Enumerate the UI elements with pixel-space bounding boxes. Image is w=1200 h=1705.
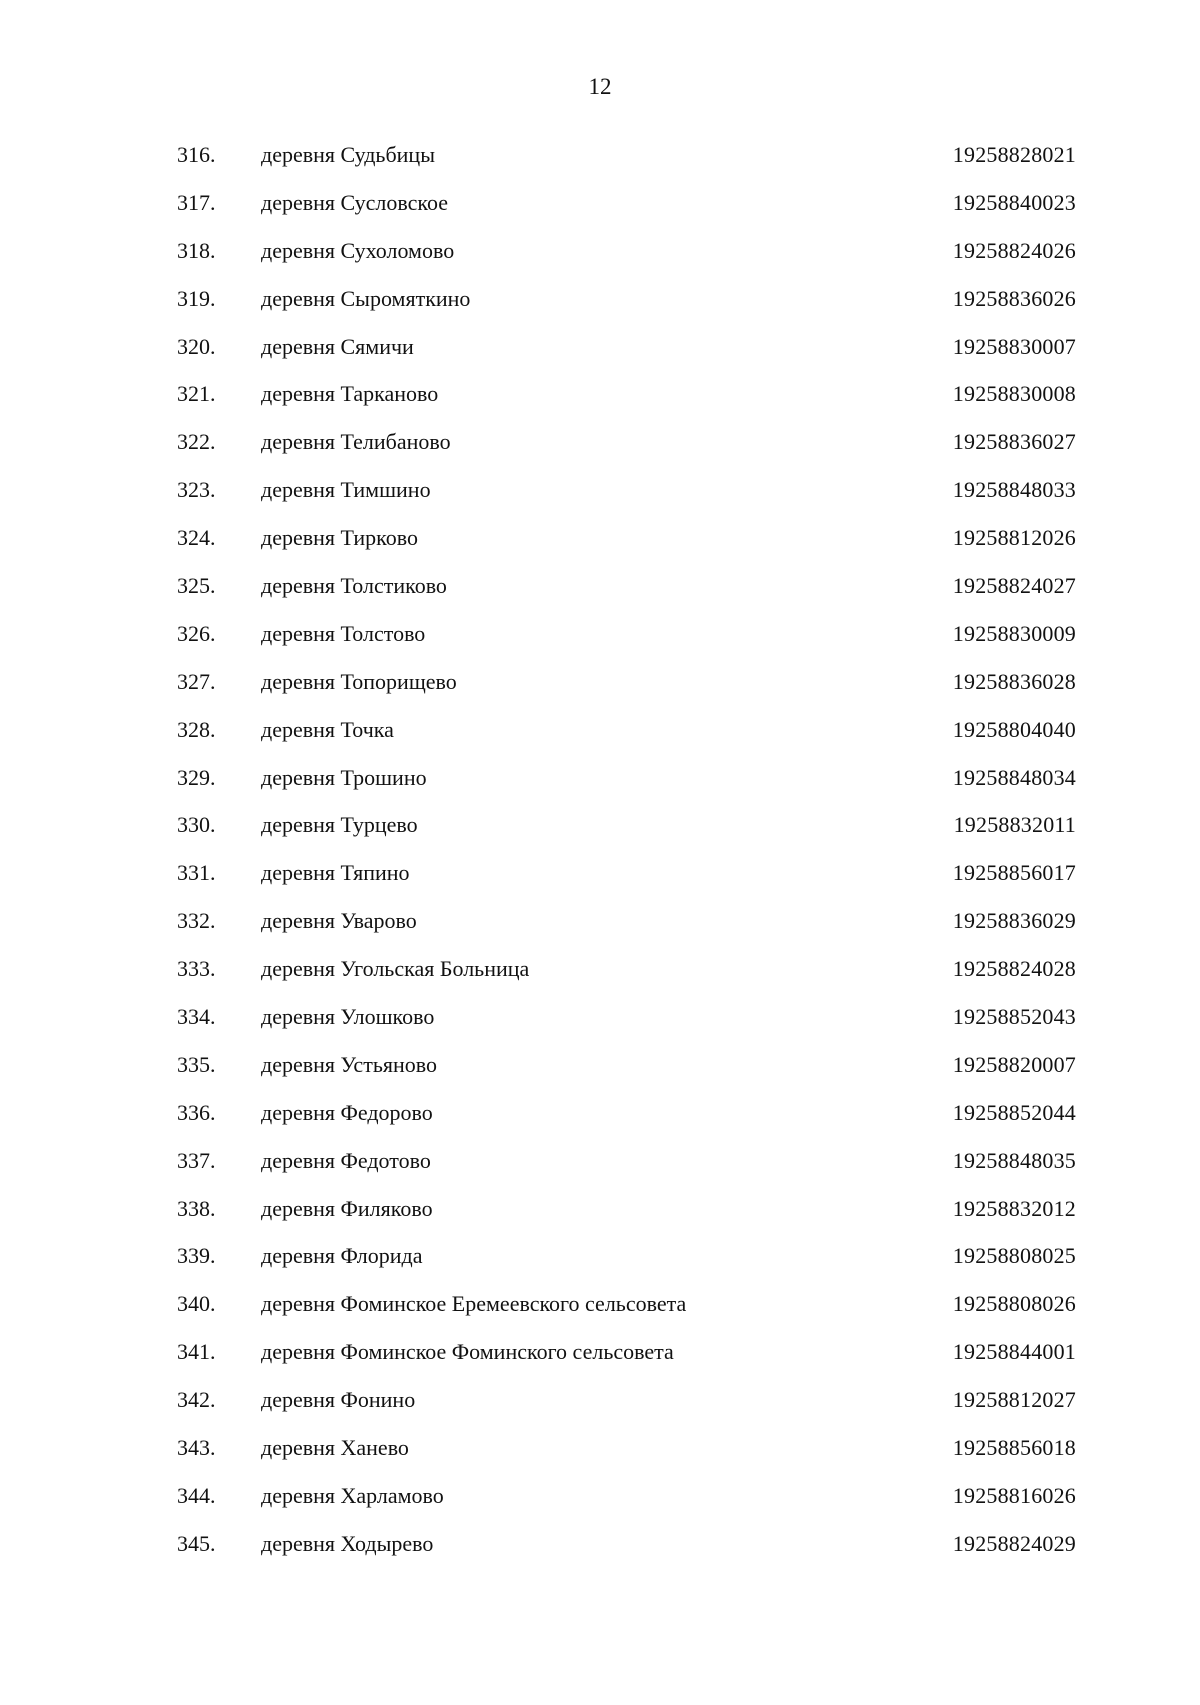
list-item <box>0 1337 1200 1385</box>
list-item <box>0 1529 1200 1577</box>
row-number: 329. <box>177 764 216 790</box>
settlement-code: 19258856017 <box>952 860 1076 886</box>
row-number: 339. <box>177 1243 216 1269</box>
list-item <box>0 523 1200 571</box>
settlement-code: 19258852044 <box>952 1099 1076 1125</box>
settlement-name: деревня Фонино <box>261 1387 416 1413</box>
settlement-name: деревня Точка <box>261 716 394 742</box>
settlement-code: 19258836026 <box>952 285 1076 311</box>
row-number: 321. <box>177 381 216 407</box>
list-item <box>0 1241 1200 1289</box>
list-item <box>0 1481 1200 1529</box>
settlement-code: 19258856018 <box>952 1435 1076 1461</box>
list-item <box>0 475 1200 523</box>
list-item <box>0 715 1200 763</box>
list-item <box>0 571 1200 619</box>
settlement-name: деревня Угольская Больница <box>261 956 530 982</box>
row-number: 341. <box>177 1339 216 1365</box>
settlement-code: 19258836028 <box>952 668 1076 694</box>
row-number: 316. <box>177 142 216 167</box>
settlement-name: деревня Устьяново <box>261 1051 437 1077</box>
settlement-code: 19258808025 <box>952 1243 1076 1269</box>
settlement-code: 19258820007 <box>952 1051 1076 1077</box>
settlement-name: деревня Ханево <box>261 1435 409 1461</box>
list-item <box>0 379 1200 427</box>
settlement-name: деревня Федорово <box>261 1099 433 1125</box>
row-number: 344. <box>177 1482 216 1508</box>
settlement-name: деревня Турцево <box>261 812 418 838</box>
settlement-code: 19258848033 <box>952 477 1076 503</box>
list-item <box>0 810 1200 858</box>
row-number: 323. <box>177 477 216 503</box>
row-number: 317. <box>177 189 216 215</box>
settlement-name: деревня Толстово <box>261 620 426 646</box>
settlement-name: деревня Тяпино <box>261 860 410 886</box>
list-item <box>0 954 1200 1002</box>
list-item <box>0 332 1200 380</box>
row-number: 322. <box>177 429 216 455</box>
row-number: 326. <box>177 620 216 646</box>
page-number: 12 <box>588 74 612 99</box>
row-number: 345. <box>177 1530 216 1556</box>
list-item <box>0 140 1200 188</box>
settlement-code: 19258812026 <box>952 525 1076 551</box>
settlement-name: деревня Ходырево <box>261 1530 434 1556</box>
row-number: 319. <box>177 285 216 311</box>
row-number: 338. <box>177 1195 216 1221</box>
settlement-code: 19258824027 <box>952 573 1076 599</box>
settlement-code: 19258848035 <box>952 1147 1076 1173</box>
settlement-code: 19258844001 <box>952 1339 1076 1365</box>
row-number: 330. <box>177 812 216 838</box>
list-item <box>0 1289 1200 1337</box>
list-item <box>0 1194 1200 1242</box>
list-item <box>0 858 1200 906</box>
settlement-name: деревня Телибаново <box>261 429 451 455</box>
settlement-code: 19258852043 <box>952 1004 1076 1030</box>
settlement-code: 19258832012 <box>952 1195 1076 1221</box>
settlement-code: 19258830009 <box>952 620 1076 646</box>
settlement-name: деревня Толстиково <box>261 573 447 599</box>
settlement-code: 19258824028 <box>952 956 1076 982</box>
row-number: 325. <box>177 573 216 599</box>
row-number: 342. <box>177 1387 216 1413</box>
row-number: 336. <box>177 1099 216 1125</box>
list-item <box>0 236 1200 284</box>
row-number: 337. <box>177 1147 216 1173</box>
settlement-code: 19258816026 <box>952 1482 1076 1508</box>
settlement-name: деревня Сусловское <box>261 189 448 215</box>
settlement-name: деревня Флорида <box>261 1243 423 1269</box>
list-item <box>0 763 1200 811</box>
settlement-code: 19258830007 <box>952 333 1076 359</box>
row-number: 318. <box>177 237 216 263</box>
settlement-code: 19258830008 <box>952 381 1076 407</box>
settlement-code: 19258808026 <box>952 1291 1076 1317</box>
settlement-code: 19258848034 <box>952 764 1076 790</box>
list-item <box>0 1146 1200 1194</box>
row-number: 320. <box>177 333 216 359</box>
list-item <box>0 284 1200 332</box>
settlement-code: 19258824029 <box>952 1530 1076 1556</box>
row-number: 334. <box>177 1004 216 1030</box>
settlement-list <box>0 140 1200 1577</box>
settlement-code: 19258804040 <box>952 716 1076 742</box>
row-number: 335. <box>177 1051 216 1077</box>
settlement-name: деревня Тарканово <box>261 381 439 407</box>
row-number: 328. <box>177 716 216 742</box>
list-item <box>0 1433 1200 1481</box>
row-number: 327. <box>177 668 216 694</box>
settlement-name: деревня Фоминское Еремеевского сельсовета <box>261 1291 687 1317</box>
settlement-name: деревня Сямичи <box>261 333 414 359</box>
settlement-code: 19258824026 <box>952 237 1076 263</box>
row-number: 332. <box>177 908 216 934</box>
settlement-code: 19258812027 <box>952 1387 1076 1413</box>
settlement-name: деревня Трошино <box>261 764 427 790</box>
list-item <box>0 188 1200 236</box>
settlement-code: 19258840023 <box>952 189 1076 215</box>
list-item <box>0 906 1200 954</box>
settlement-name: деревня Тимшино <box>261 477 431 503</box>
settlement-name: деревня Сыромяткино <box>261 285 471 311</box>
row-number: 333. <box>177 956 216 982</box>
settlement-name: деревня Фоминское Фоминского сельсовета <box>261 1339 674 1365</box>
list-item <box>0 1385 1200 1433</box>
settlement-name: деревня Федотово <box>261 1147 431 1173</box>
settlement-name: деревня Судьбицы <box>261 142 435 167</box>
settlement-name: деревня Филяково <box>261 1195 433 1221</box>
settlement-name: деревня Улошково <box>261 1004 435 1030</box>
settlement-name: деревня Топорищево <box>261 668 457 694</box>
settlement-code: 19258836029 <box>952 908 1076 934</box>
settlement-name: деревня Сухоломово <box>261 237 455 263</box>
settlement-code: 19258828021 <box>952 142 1076 167</box>
row-number: 343. <box>177 1435 216 1461</box>
row-number: 324. <box>177 525 216 551</box>
list-item <box>0 1050 1200 1098</box>
settlement-code: 19258836027 <box>952 429 1076 455</box>
settlement-code: 19258832011 <box>953 812 1076 838</box>
list-item <box>0 619 1200 667</box>
settlement-name: деревня Тирково <box>261 525 418 551</box>
list-item <box>0 667 1200 715</box>
settlement-name: деревня Харламово <box>261 1482 444 1508</box>
list-item <box>0 1098 1200 1146</box>
row-number: 340. <box>177 1291 216 1317</box>
row-number: 331. <box>177 860 216 886</box>
list-item <box>0 1002 1200 1050</box>
list-item <box>0 427 1200 475</box>
settlement-name: деревня Уварово <box>261 908 417 934</box>
